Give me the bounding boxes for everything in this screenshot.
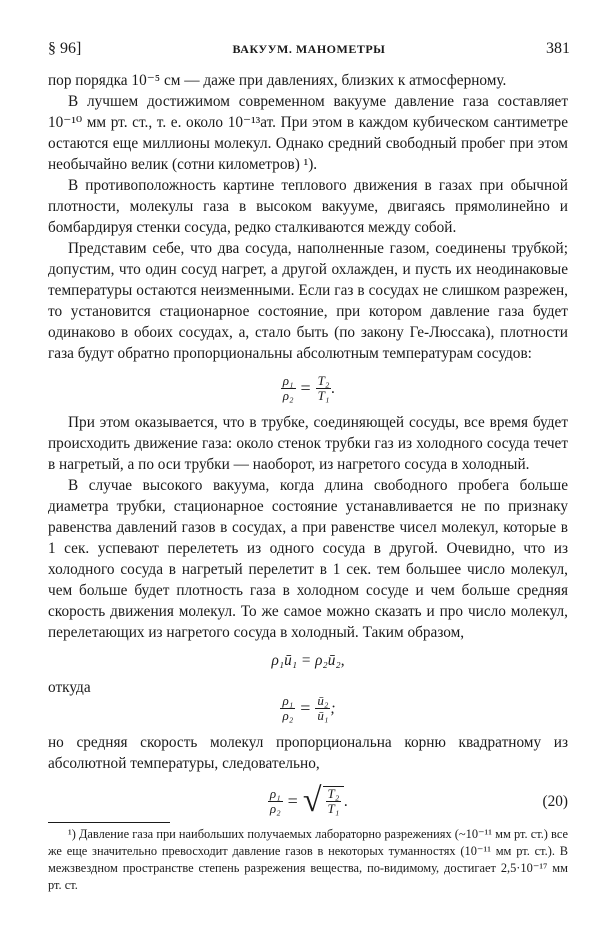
- chapter-title: ВАКУУМ. МАНОМЕТРЫ: [232, 42, 386, 56]
- denominator: ū₁: [317, 707, 329, 723]
- equals-sign: =: [287, 790, 298, 811]
- footnote-divider: [48, 822, 170, 823]
- fraction: [268, 787, 283, 816]
- paragraph: В случае высокого вакуума, когда длина свободного пробега больше диаметра трубки, стационарное состояние устанавливается не по признаку равенства давлений газов в сосудах, а при равенстве чисел молекул, которые в 1 сек. успевают перелететь из одного сосуда в другой. Очевидно, что из холодного сосуда в нагретый перелетит в 1 сек. тем большее число молекул, чем больше будет плотность газа в холодном сосуде и чем больше средняя скорость движения молекул. То же самое можно сказать и про число молекул, перелетающих из нагретого сосуда в холодный. Таким образом,: [48, 477, 568, 641]
- equals-sign: =: [300, 377, 311, 398]
- numerator: ū₂: [317, 692, 329, 708]
- paragraph: При этом оказывается, что в трубке, соединяющей сосуды, все время будет происходить движение газа: около стенок трубки газ из холодного сосуда течет в нагретый, а по оси трубки — наоборот, из нагретого сосуда в холодный.: [48, 414, 568, 473]
- numerator: ρ₁: [269, 785, 281, 801]
- denominator: ρ₂: [282, 387, 294, 403]
- footnote: ¹) Давление газа при наибольших получаемых лабораторно разрежениях (~10⁻¹¹ мм рт. ст.) все же еще значительно превосходит давление газов в некоторых туманностях (10⁻¹¹ мм рт. ст.). В межзвездном пространстве степень разрежения вещества, по-видимому, достигает 2,5·10⁻¹⁷ мм рт. ст.: [48, 827, 568, 892]
- numerator: T₂: [327, 786, 340, 801]
- paragraph: но средняя скорость молекул пропорциональна корню квадратному из абсолютной температуры, следовательно,: [48, 734, 568, 772]
- formula-20: [48, 778, 568, 824]
- paragraph: В лучшем достижимом современном вакууме давление газа составляет 10⁻¹⁰ мм рт. ст., т. е. около 10⁻¹³ат. При этом в каждом кубическом сантиметре остаются еще миллионы молекул. Однако средний свободный пробег при этом необычайно велик (сотни километров) ¹).: [48, 93, 568, 173]
- paragraph: Представим себе, что два сосуда, наполненные газом, соединены трубкой; допустим, что один сосуд нагрет, а другой охлажден, и пусть их неодинаковые температуры остаются неизменными. Если газ в сосудах не слишком разрежен, то установится стационарное состояние, при котором давление газа будет одинаково в обоих сосудах, а, стало быть (по закону Ге-Люссака), плотности газа будут обратно пропорциональны абсолютным температурам сосудов:: [48, 240, 568, 362]
- numerator: ρ₁: [282, 372, 294, 388]
- main-text: [48, 70, 568, 828]
- formula-flux-balance: [48, 647, 568, 673]
- formula-text: ρ₁ū₁ = ρ₂ū₂,: [271, 651, 345, 669]
- sqrt-sign: √: [302, 782, 322, 819]
- denominator: ρ₂: [269, 800, 281, 816]
- formula-density-temperature: [48, 368, 568, 408]
- formula-punctuation: .: [331, 379, 336, 397]
- fraction: [280, 694, 295, 723]
- equation-number: (20): [542, 792, 568, 810]
- paragraph: пор порядка 10⁻⁵ см — даже при давлениях, близких к атмосферному.: [48, 72, 507, 89]
- fraction: [326, 787, 342, 816]
- sqrt-radicand: [323, 786, 345, 816]
- fraction: [281, 374, 296, 403]
- fraction: [316, 374, 332, 403]
- denominator: T₁: [327, 801, 340, 816]
- section-number: § 96]: [48, 40, 82, 57]
- page-number: 381: [546, 40, 570, 57]
- formula-punctuation: .: [344, 792, 349, 810]
- numerator: T₂: [317, 372, 330, 388]
- paragraph: В противоположность картине теплового движения в газах при обычной плотности, молекулы газа в высоком вакууме, двигаясь прямолинейно и бомбардируя стенки сосуда, редко сталкиваются между собой.: [48, 177, 568, 236]
- formula-punctuation: ;: [330, 699, 336, 717]
- fraction: [315, 694, 330, 723]
- paragraph: откуда: [48, 679, 91, 696]
- running-header: [48, 40, 570, 62]
- formula-density-velocity: [48, 688, 568, 728]
- numerator: ρ₁: [282, 692, 294, 708]
- denominator: T₁: [317, 387, 330, 403]
- equals-sign: =: [300, 697, 311, 718]
- denominator: ρ₂: [282, 707, 294, 723]
